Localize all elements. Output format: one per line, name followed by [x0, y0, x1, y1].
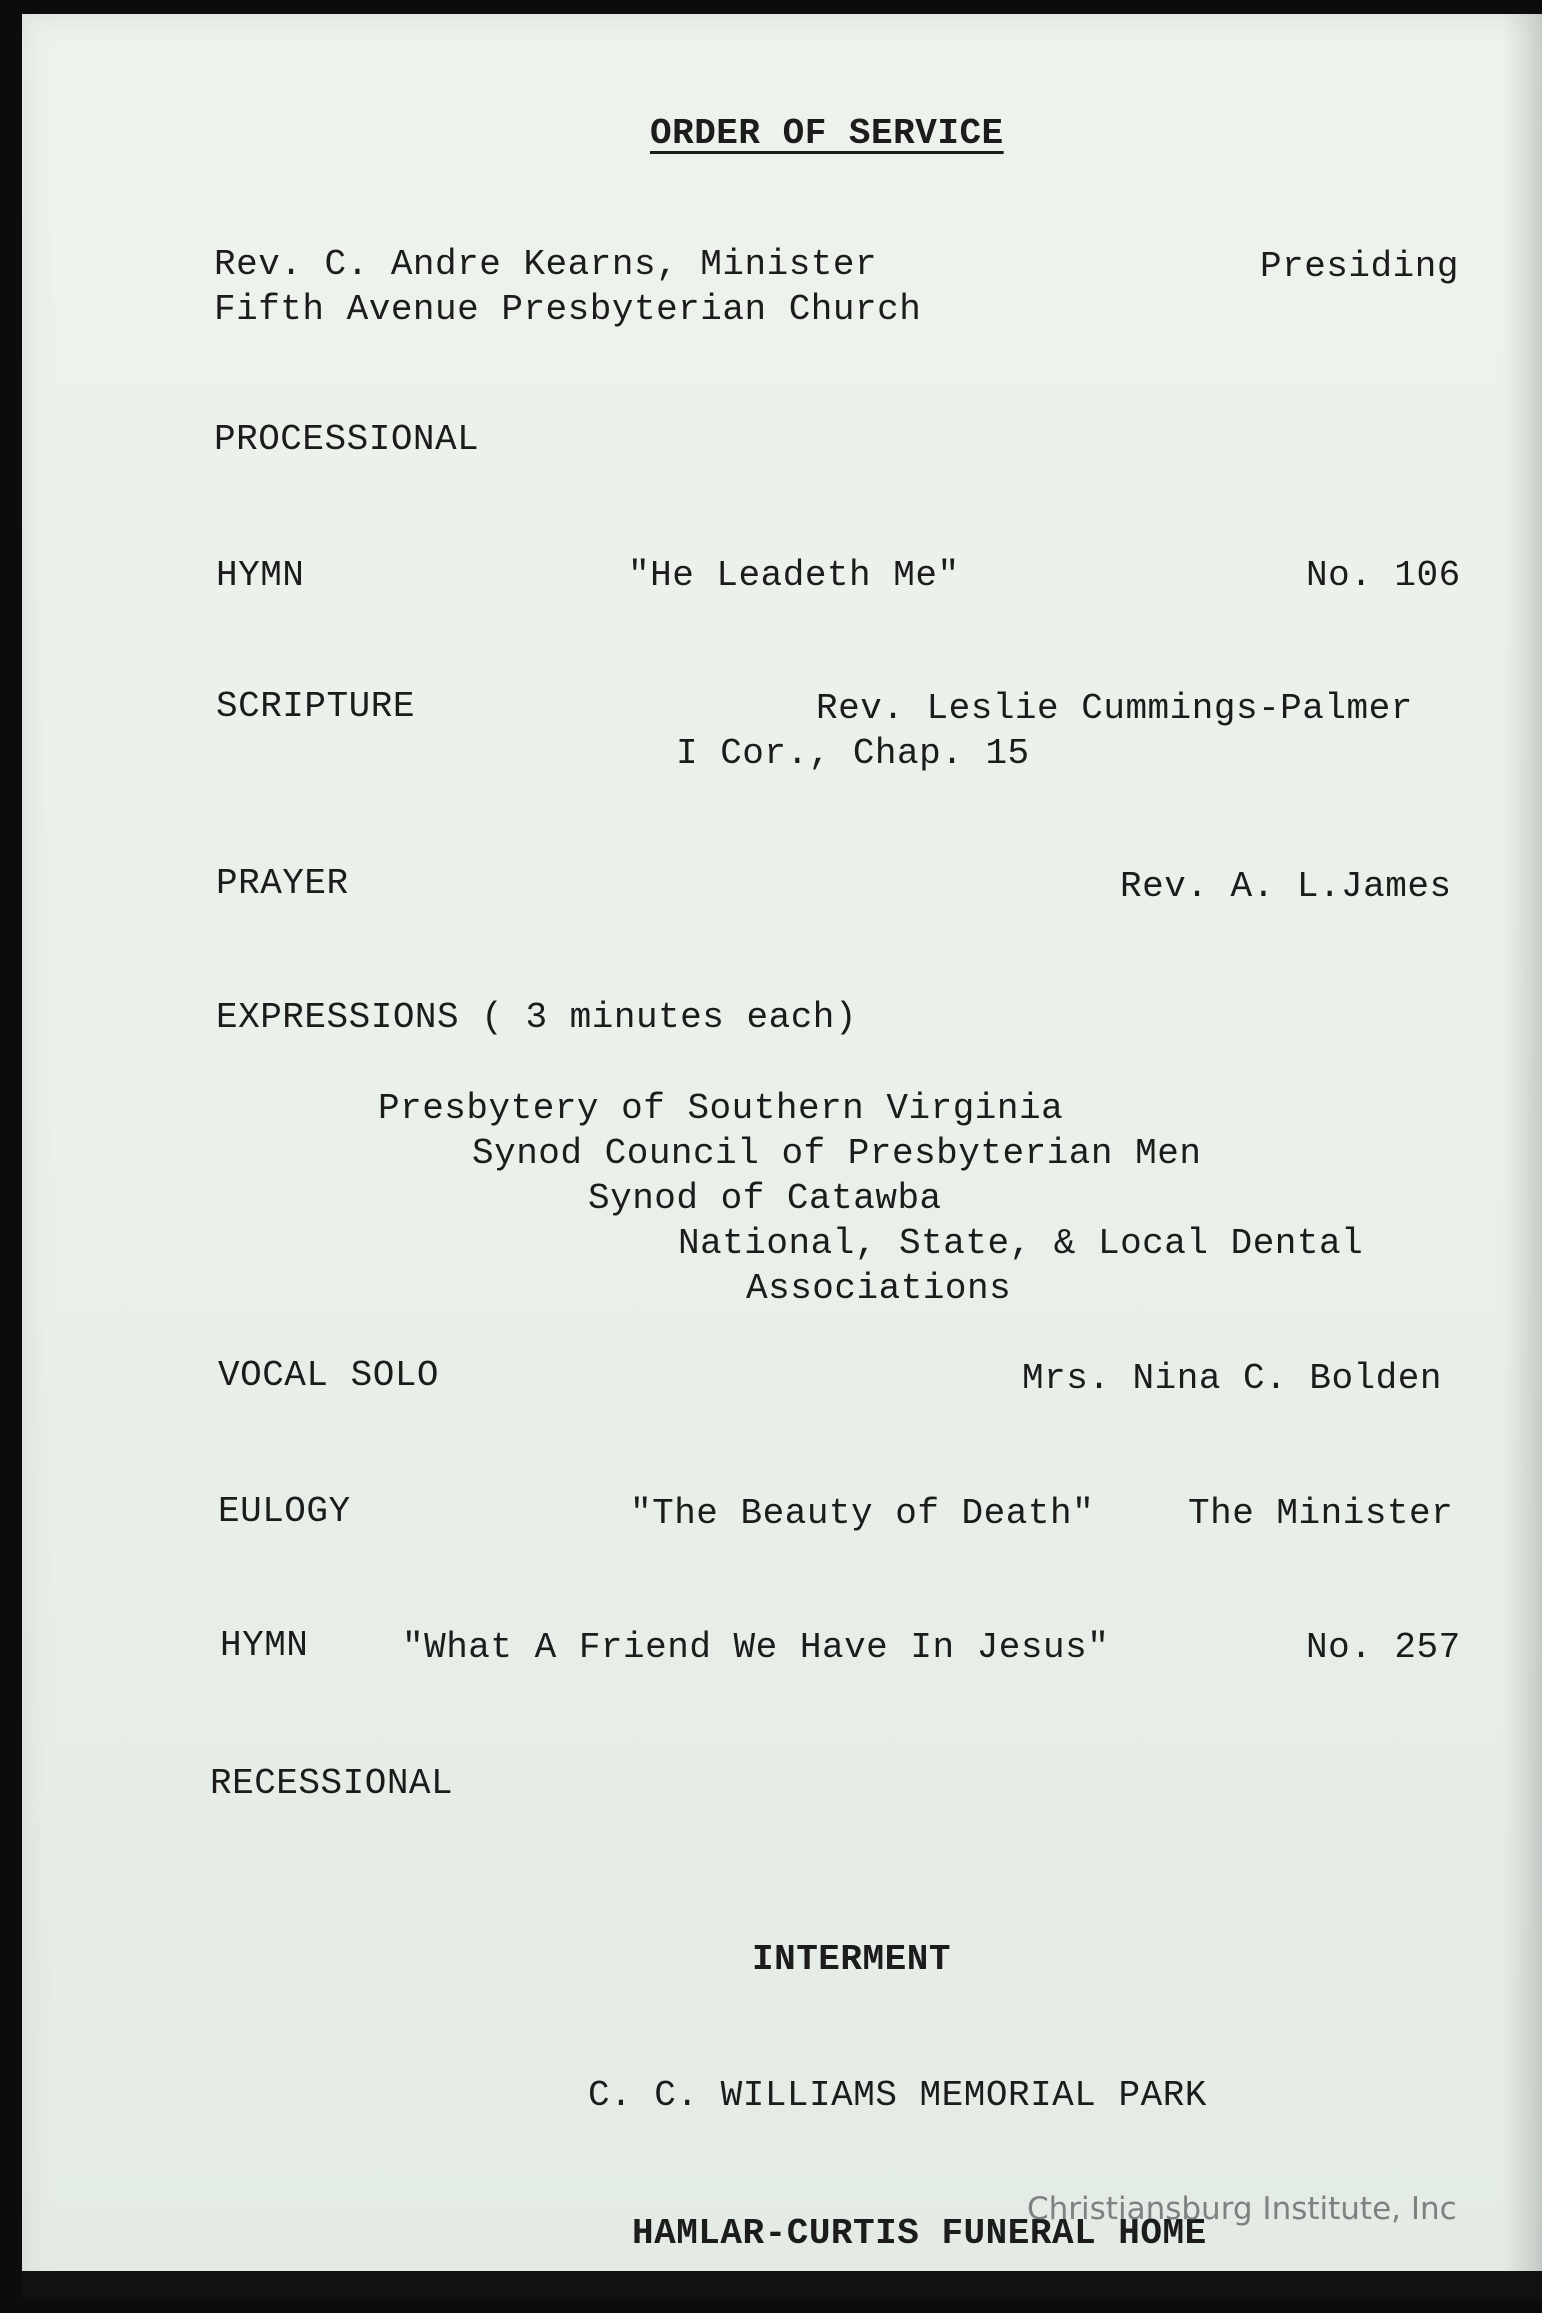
hymn2-label: HYMN — [220, 1625, 309, 1666]
vocal-solo-label: VOCAL SOLO — [218, 1355, 440, 1396]
program-page — [22, 14, 1542, 2299]
page-edge-shadow — [1502, 14, 1542, 2299]
expression-item: Associations — [746, 1268, 1012, 1309]
hymn1-number: No. 106 — [1306, 555, 1461, 596]
scripture-passage: I Cor., Chap. 15 — [676, 733, 1030, 774]
processional-label: PROCESSIONAL — [214, 419, 480, 460]
scripture-label: SCRIPTURE — [216, 686, 415, 727]
scripture-reader: Rev. Leslie Cummings-Palmer — [816, 688, 1413, 729]
recessional-label: RECESSIONAL — [210, 1763, 454, 1804]
interment-label: INTERMENT — [752, 1939, 951, 1980]
hymn1-title: "He Leadeth Me" — [628, 555, 960, 596]
prayer-label: PRAYER — [216, 863, 349, 904]
scan-border-bottom — [22, 2271, 1542, 2299]
watermark-text: Christiansburg Institute, Inc — [1027, 2191, 1457, 2227]
presider-church: Fifth Avenue Presbyterian Church — [214, 289, 922, 330]
presider-role: Presiding — [1260, 246, 1459, 287]
eulogy-speaker: The Minister — [1188, 1493, 1454, 1534]
hymn2-title: "What A Friend We Have In Jesus" — [402, 1627, 1110, 1668]
page-title: ORDER OF SERVICE — [650, 113, 1004, 154]
expression-item: Synod Council of Presbyterian Men — [472, 1133, 1202, 1174]
expression-item: National, State, & Local Dental — [678, 1223, 1364, 1264]
prayer-leader: Rev. A. L.James — [1120, 866, 1452, 907]
vocal-solo-performer: Mrs. Nina C. Bolden — [1022, 1358, 1442, 1399]
hymn1-label: HYMN — [216, 555, 305, 596]
expression-item: Presbytery of Southern Virginia — [378, 1088, 1064, 1129]
interment-place: C. C. WILLIAMS MEMORIAL PARK — [588, 2075, 1207, 2116]
expressions-label: EXPRESSIONS ( 3 minutes each) — [216, 997, 858, 1038]
funeral-home: HAMLAR-CURTIS FUNERAL HOME — [632, 2213, 1207, 2254]
expression-item: Synod of Catawba — [588, 1178, 942, 1219]
eulogy-title: "The Beauty of Death" — [630, 1493, 1095, 1534]
presider-name: Rev. C. Andre Kearns, Minister — [214, 244, 878, 285]
hymn2-number: No. 257 — [1306, 1627, 1461, 1668]
eulogy-label: EULOGY — [218, 1491, 351, 1532]
